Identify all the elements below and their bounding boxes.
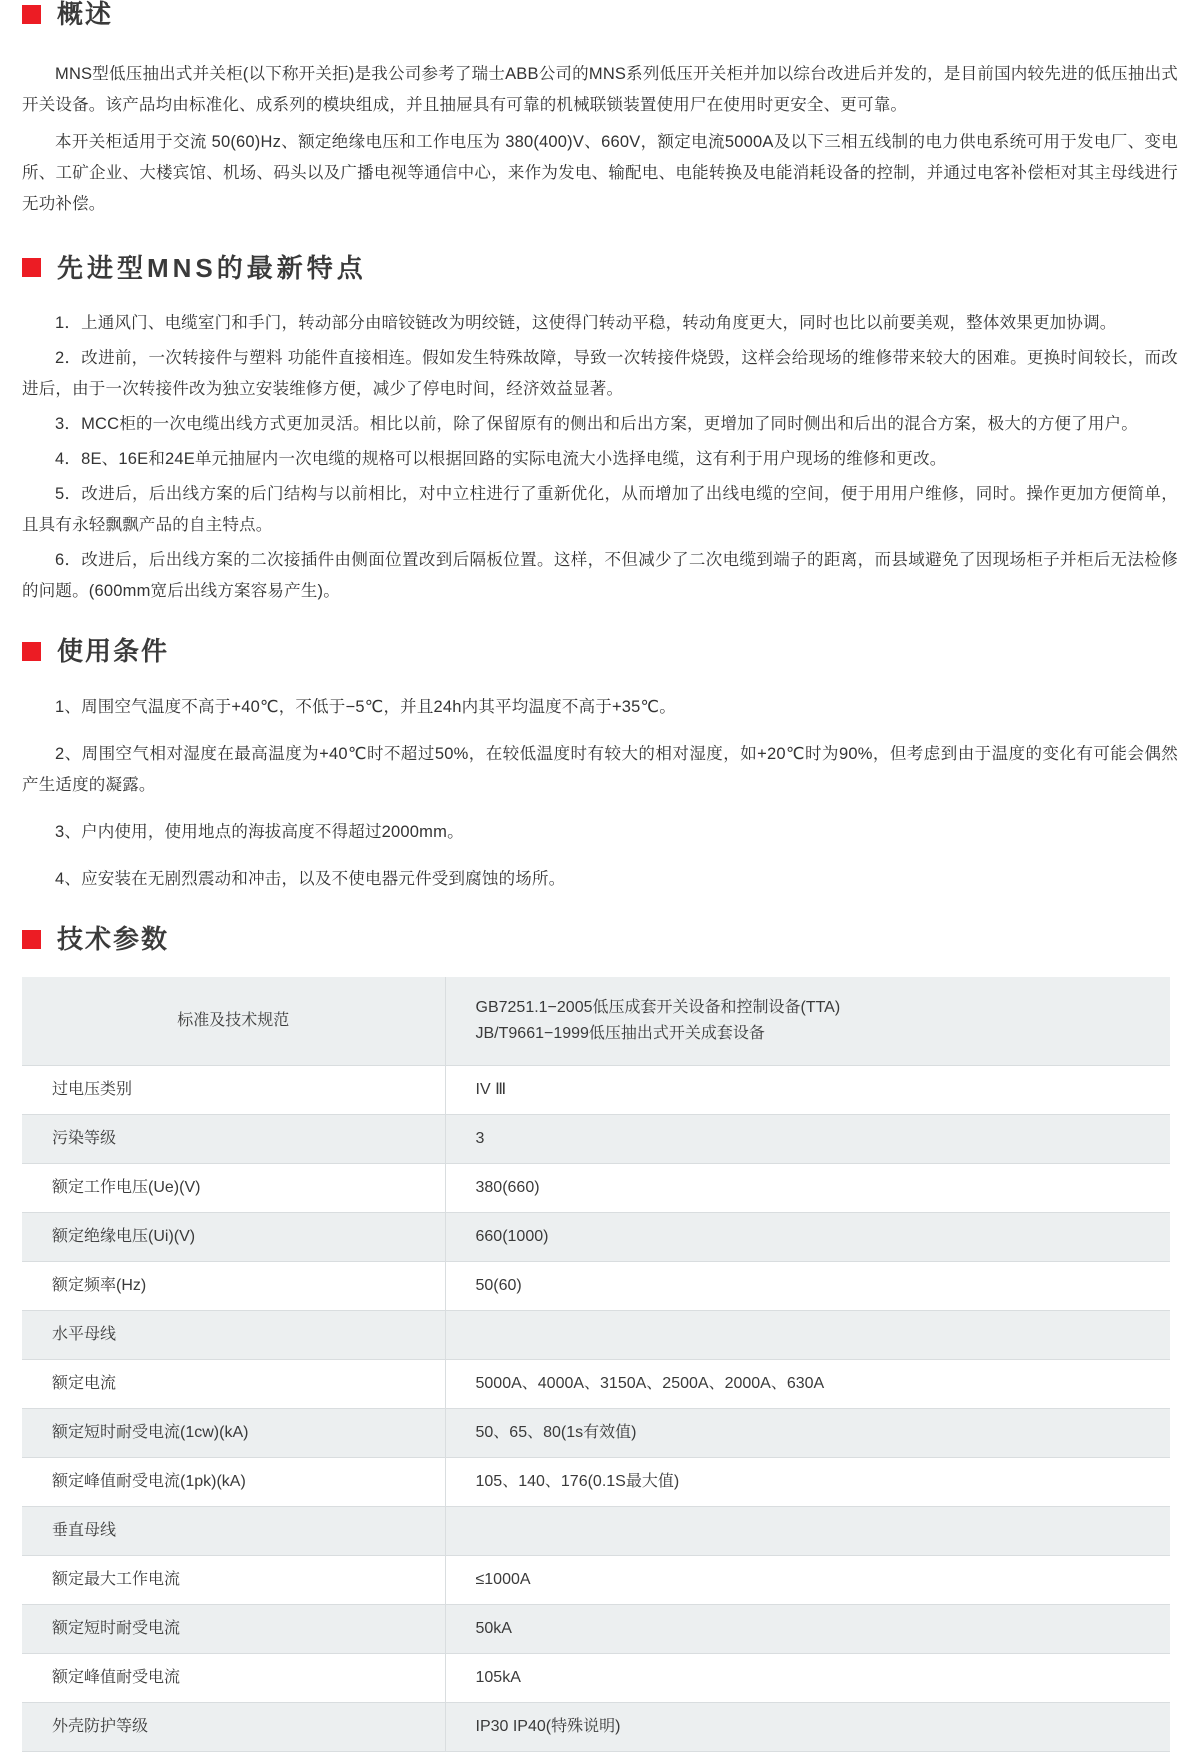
feature-item: 6．改进后，后出线方案的二次接插件由侧面位置改到后隔板位置。这样，不但减少了二次电缆到端子的距离，而县域避免了因现场柜子并柜后无法检修的问题。(600mm宽后出线方案容易产生)。 [22,551,1178,601]
feature-item: 2．改进前，一次转接件与塑料 功能件直接相连。假如发生特殊故障，导致一次转接件烧毁，这样会给现场的维修带来较大的困难。更换时间较长，而改进后，由于一次转接件改为独立安装维修方便，减少了停电时间，经济效益显著。 [22,349,1178,399]
section-title-features: 先进型MNS的最新特点 [57,252,367,283]
spec-row-value: 50、65、80(1s有效值) [445,1409,1170,1458]
spec-table-row [22,1360,1170,1409]
spec-row-label: 水平母线 [22,1311,445,1360]
section-header-features [22,254,1178,283]
spec-table-row [22,1164,1170,1213]
feature-item: 3．MCC柜的一次电缆出线方式更加灵活。相比以前，除了保留原有的侧出和后出方案，更增加了同时侧出和后出的混合方案，极大的方便了用户。 [55,415,1138,434]
red-square-bullet-icon [22,5,41,24]
spec-table-row [22,1066,1170,1115]
spec-row-value: 660(1000) [445,1213,1170,1262]
spec-row-label: 额定短时耐受电流 [22,1605,445,1654]
feature-item: 1．上通风门、电缆室门和手门，转动部分由暗铰链改为明绞链，这使得门转动平稳，转动角度更大，同时也比以前要美观，整体效果更加协调。 [55,314,1117,333]
spec-table-row [22,1262,1170,1311]
spec-row-label: 外壳防护等级 [22,1703,445,1752]
spec-row-value: ≤1000A [445,1556,1170,1605]
condition-item: 1、周围空气温度不高于+40℃，不低于−5℃，并且24h内其平均温度不高于+35℃。 [55,697,676,716]
spec-row-label: 垂直母线 [22,1507,445,1556]
spec-row-value: 380(660) [445,1164,1170,1213]
spec-row-value: 3 [445,1115,1170,1164]
spec-row-value: 105kA [445,1654,1170,1703]
spec-row-value-line: JB/T9661−1999低压抽出式开关成套设备 [475,1025,765,1043]
spec-row-value: 5000A、4000A、3150A、2500A、2000A、630A [445,1360,1170,1409]
condition-item: 2、周围空气相对湿度在最高温度为+40℃时不超过50%，在较低温度时有较大的相对湿度，如+20℃时为90%，但考虑到由于温度的变化有可能会偶然产生适度的凝露。 [22,744,1178,794]
red-square-bullet-icon [22,930,41,949]
spec-row-value: 50(60) [445,1262,1170,1311]
spec-row-label: 额定峰值耐受电流(1pk)(kA) [22,1458,445,1507]
section-body-conditions [22,692,1178,895]
technical-parameters-table [22,977,1170,1752]
spec-row-label: 额定工作电压(Ue)(V) [22,1164,445,1213]
spec-table-row [22,1311,1170,1360]
red-square-bullet-icon [22,258,41,277]
condition-item: 3、户内使用，使用地点的海拔高度不得超过2000mm。 [55,822,464,841]
spec-table-row [22,1654,1170,1703]
spec-table-row [22,1507,1170,1556]
feature-item: 4．8E、16E和24E单元抽屉内一次电缆的规格可以根据回路的实际电流大小选择电缆，这有利于用户现场的维修和更改。 [55,450,947,469]
feature-item: 5．改进后，后出线方案的后门结构与以前相比，对中立柱进行了重新优化，从而增加了出线电缆的空间，便于用用户维修，同时。操作更加方便简单，且具有永轻飘飘产品的自主特点。 [22,485,1178,535]
spec-row-value: IP30 IP40(特殊说明) [445,1703,1170,1752]
spec-table-row [22,1703,1170,1752]
spec-row-label: 额定最大工作电流 [22,1556,445,1605]
section-title-conditions: 使用条件 [57,636,170,667]
overview-paragraph: 本开关柜适用于交流 50(60)Hz、额定绝缘电压和工作电压为 380(400)V、660V，额定电流5000A及以下三相五线制的电力供电系统可用于发电厂、变电所、工矿企业、大楼宾馆、机场、码头以及广播电视等通信中心，来作为发电、输配电、电能转换及电能消耗设备的控制，并通过电客补偿柜对其主母线进行无功补偿。 [22,132,1178,213]
spec-row-label: 额定电流 [22,1360,445,1409]
section-body-features [22,308,1178,607]
section-header-conditions [22,637,1178,666]
spec-table-row [22,1556,1170,1605]
spec-row-label: 额定短时耐受电流(1cw)(kA) [22,1409,445,1458]
spec-row-value [445,1507,1170,1556]
condition-item: 4、应安装在无剧烈震动和冲击，以及不使电器元件受到腐蚀的场所。 [55,869,566,888]
section-header-specs [22,925,1178,954]
section-header-overview [22,0,1178,29]
red-square-bullet-icon [22,642,41,661]
spec-row-value [445,1311,1170,1360]
spec-row-value [445,977,1170,1066]
spec-row-label: 额定频率(Hz) [22,1262,445,1311]
spec-row-label: 过电压类别 [22,1066,445,1115]
spec-row-value: 105、140、176(0.1S最大值) [445,1458,1170,1507]
spec-table-row [22,1605,1170,1654]
spec-table-row [22,1115,1170,1164]
spec-row-value: 50kA [445,1605,1170,1654]
spec-row-label: 额定绝缘电压(Ui)(V) [22,1213,445,1262]
spec-table-row [22,977,1170,1066]
spec-row-label: 额定峰值耐受电流 [22,1654,445,1703]
overview-paragraph: MNS型低压抽出式并关柜(以下称开关拒)是我公司参考了瑞士ABB公司的MNS系列低压开关柜并加以综台改进后并发的，是目前国内较先进的低压抽出式开关设备。该产品均由标准化、成系列的模块组成，并且抽屉具有可靠的机械联锁装置使用尸在使用时更安全、更可靠。 [22,64,1178,114]
section-body-overview [22,59,1178,220]
specs-table-wrapper [22,977,1178,1752]
spec-row-value: IV Ⅲ [445,1066,1170,1115]
spec-table-row [22,1213,1170,1262]
section-title-overview: 概述 [57,0,114,29]
spec-row-value-line: GB7251.1−2005低压成套开关设备和控制设备(TTA) [475,999,841,1017]
spec-row-label: 污染等级 [22,1115,445,1164]
section-title-specs: 技术参数 [57,923,170,954]
spec-table-row [22,1409,1170,1458]
spec-row-label: 标准及技术规范 [22,977,445,1066]
